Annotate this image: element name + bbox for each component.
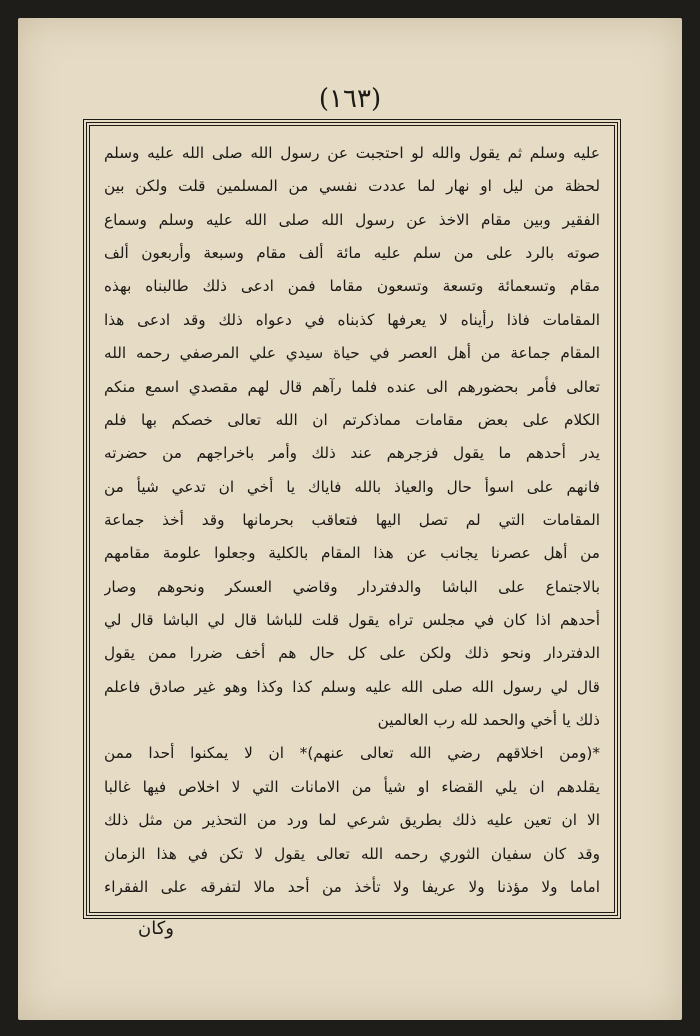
text-line: اماما ولا مؤذنا ولا عريفا ولا تأخذ من أحد مالا لتفرقه على الفقراء xyxy=(104,877,600,896)
catchword: وكان xyxy=(138,918,174,939)
section-heading-line: *(ومن اخلاقهم رضي الله تعالى عنهم)* ان لا يمكنوا أحدا ممن xyxy=(104,744,600,763)
text-line: المقامات التي لم تصل اليها فتعاقب بحرمانها وقد أخذ جماعة xyxy=(104,510,600,529)
text-line: يدر أحدهم ما يقول فزجرهم عند ذلك وأمر باخراجهم من حضرته xyxy=(104,444,600,463)
text-line: تعالى فأمر بحضورهم الى عنده فلما رآهم قال لهم مقصدي اسمع منكم xyxy=(104,377,600,396)
text-frame xyxy=(86,122,618,916)
text-line: قال لي رسول الله صلى الله عليه وسلم كذا وكذا وهو غير صادق فاعلم xyxy=(104,677,600,696)
text-line: عليه وسلم ثم يقول والله لو احتجبت عن رسول الله صلى الله عليه وسلم xyxy=(104,144,600,162)
page-number: (١٦٣) xyxy=(318,84,382,114)
manuscript-page xyxy=(18,18,682,1020)
text-line: مقام وتسعمائة وتسعة وتسعون مقاما فمن ادعى ذلك طالبناه بهذه xyxy=(104,277,600,296)
text-line: الفقير وبين مقام الاخذ عن رسول الله صلى الله عليه وسلم وسماع xyxy=(104,210,600,229)
text-line: المقامات فاذا رأيناه لا يعرفها كذبناه في دعواه ذلك وقد ادعى هذا xyxy=(104,310,600,329)
text-line: المقام جماعة من أهل العصر في حياة سيدي علي المرصفي رحمه الله xyxy=(104,344,600,363)
text-line: يقلدهم ان يلي القضاء او شيأ من الامانات التي لا اخلاص فيها غالبا xyxy=(104,777,600,796)
text-line: ذلك يا أخي والحمد لله رب العالمين xyxy=(377,711,600,730)
text-block xyxy=(104,138,600,902)
text-line: بالاجتماع على الباشا والدفتردار وقاضي العسكر ونحوهم وصار xyxy=(104,577,600,596)
text-line: لحظة من ليل او نهار لما عددت نفسي من المسلمين قلت ولكن بين xyxy=(104,177,600,196)
text-line: فانهم على اسوأ حال والعياذ بالله فاياك يا أخي ان تدعي شيأ من xyxy=(104,477,600,496)
text-line: الا ان تعين عليه ذلك بطريق شرعي لما ورد من التحذير من مثل ذلك xyxy=(104,811,600,830)
text-line: من أهل عصرنا يجانب عن هذا المقام بالكلية وجعلوا علومة مقامهم xyxy=(104,544,600,563)
text-line: وقد كان سفيان الثوري رحمه الله تعالى يقول لا تكن في هذا الزمان xyxy=(104,844,600,863)
text-line: الدفتردار ونحو ذلك ولكن على كل حال هم أخف ضررا ممن يقول xyxy=(104,644,600,663)
text-line: صوته بالرد على من سلم عليه مائة ألف مقام وسبعة وأربعون ألف xyxy=(104,244,600,263)
text-line: أحدهم اذا كان في مجلس تراه يقول قلت للباشا قال لي الباشا قال لي xyxy=(104,611,600,630)
text-line: الكلام على بعض مقامات مماذكرتم ان الله تعالى خصكم بها فلم xyxy=(104,410,600,429)
